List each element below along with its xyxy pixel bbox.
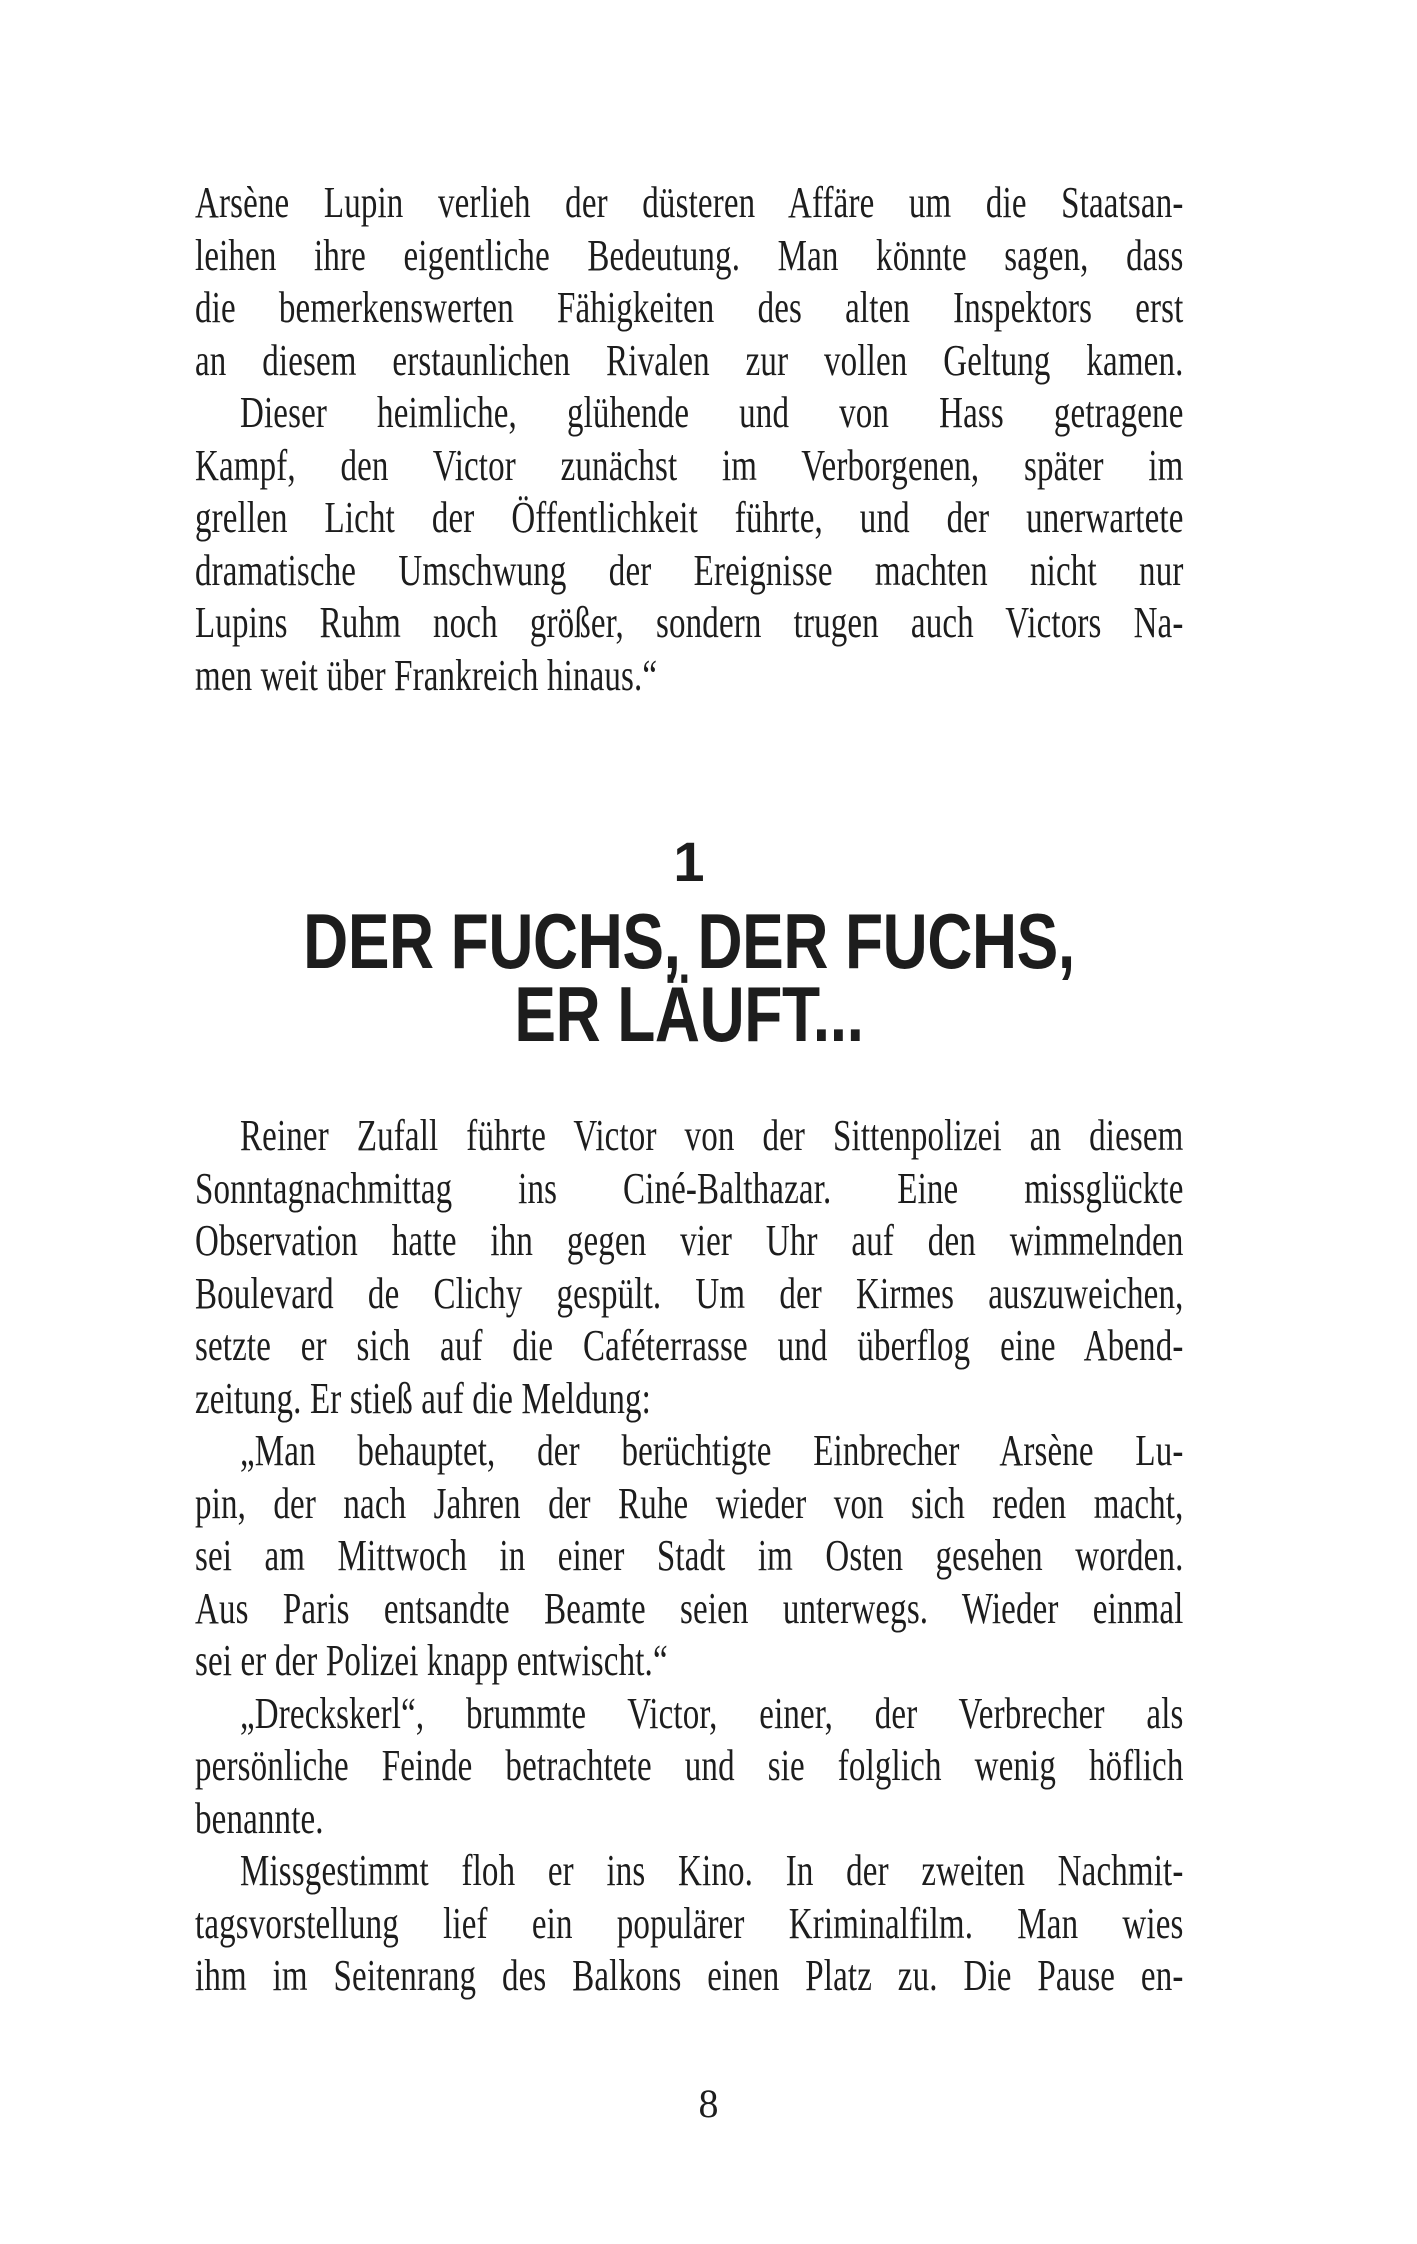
text-line: benannte.	[195, 1793, 324, 1843]
page-number: 8	[698, 2081, 719, 2126]
text-line: men weit über Frankreich hinaus.“	[195, 650, 658, 700]
chapter-title-line-1: DER FUCHS, DER FUCHS,	[303, 897, 1075, 985]
text-line: grellen Licht der Öffentlichkeit führte, und der unerwartete	[195, 493, 1184, 542]
text-line: „Dreckskerl“, brummte Victor, einer, der Verbrecher als	[240, 1688, 1184, 1738]
text-line: sei er der Polizei knapp entwischt.“	[195, 1636, 668, 1685]
text-line: Lupins Ruhm noch größer, sondern trugen auch Victors Na-	[195, 598, 1184, 647]
text-line: setzte er sich auf die Caféterrasse und überflog eine Abend-	[195, 1321, 1184, 1370]
text-line: an diesem erstaunlichen Rivalen zur vollen Geltung kamen.	[195, 335, 1184, 385]
text-line: Observation hatte ihn gegen vier Uhr auf den wimmelnden	[195, 1216, 1184, 1265]
text-line: Arsène Lupin verlieh der düsteren Affäre um die Staatsan-	[195, 178, 1184, 227]
text-line: Kampf, den Victor zunächst im Verborgenen, später im	[195, 440, 1184, 490]
text-line: Dieser heimliche, glühende und von Hass getragene	[240, 388, 1184, 437]
text-line: pin, der nach Jahren der Ruhe wieder von sich reden macht,	[195, 1478, 1184, 1528]
text-line: persönliche Feinde betrachtete und sie folglich wenig höflich	[195, 1741, 1184, 1790]
text-line: zeitung. Er stieß auf die Meldung:	[195, 1373, 651, 1423]
text-line: Missgestimmt floh er ins Kino. In der zweiten Nachmit-	[240, 1846, 1184, 1895]
text-line: leihen ihre eigentliche Bedeutung. Man könnte sagen, dass	[195, 230, 1184, 280]
chapter-heading	[195, 830, 1183, 1058]
text-line: Sonntagnachmittag ins Ciné-Balthazar. Eine missglückte	[195, 1163, 1184, 1213]
text-line: Reiner Zufall führte Victor von der Sittenpolizei an diesem	[240, 1111, 1184, 1160]
text-line: tagsvorstellung lief ein populärer Kriminalfilm. Man wies	[195, 1898, 1184, 1948]
chapter-title	[294, 897, 1084, 1058]
body-paragraphs	[195, 1110, 1184, 2003]
text-line: „Man behauptet, der berüchtigte Einbrecher Arsène Lu-	[240, 1426, 1184, 1475]
chapter-title-line-2: ER LÄUFT...	[514, 970, 864, 1058]
text-line: sei am Mittwoch in einer Stadt im Osten gesehen worden.	[195, 1531, 1184, 1580]
intro-paragraphs	[195, 177, 1184, 702]
chapter-number: 1	[673, 830, 705, 893]
text-line: die bemerkenswerten Fähigkeiten des alten Inspektors erst	[195, 283, 1184, 332]
text-line: dramatische Umschwung der Ereignisse machten nicht nur	[195, 545, 1184, 595]
text-line: Aus Paris entsandte Beamte seien unterwegs. Wieder einmal	[195, 1583, 1184, 1633]
text-line: Boulevard de Clichy gespült. Um der Kirmes auszuweichen,	[195, 1268, 1184, 1318]
text-line: ihm im Seitenrang des Balkons einen Platz zu. Die Pause en-	[195, 1951, 1184, 2000]
